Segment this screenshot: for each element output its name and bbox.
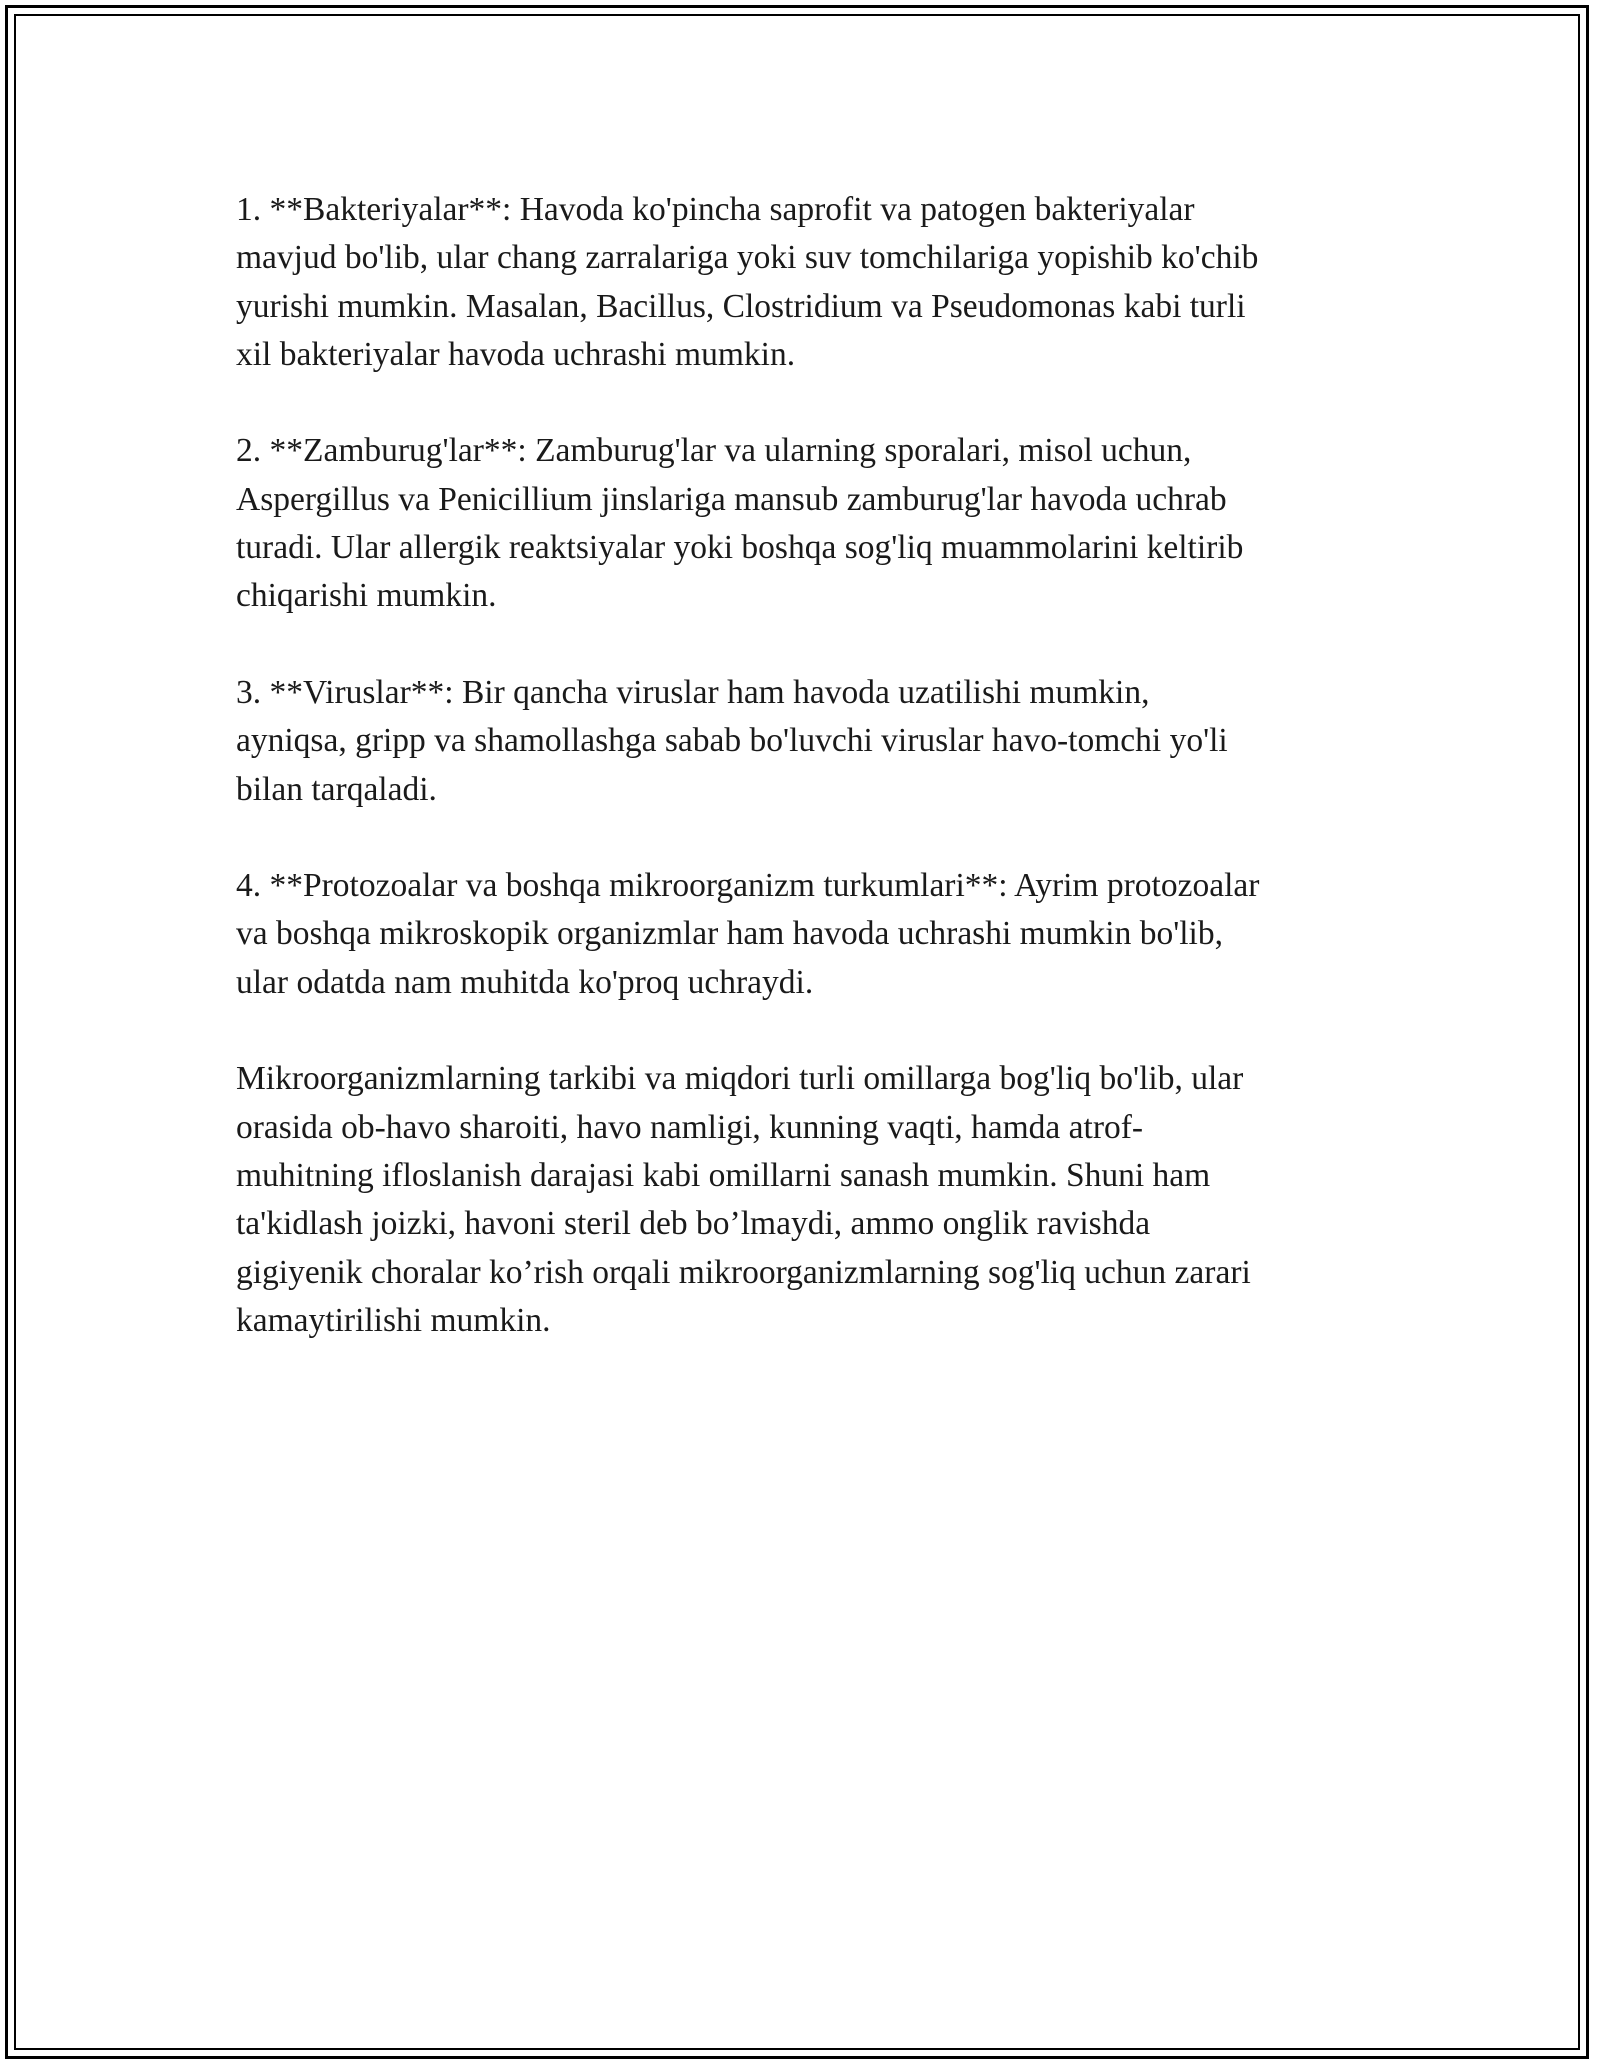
paragraph-conclusion: Mikroorganizmlarning tarkibi va miqdori turli omillarga bog'liq bo'lib, ular orasida ob-havo sharoiti, havo namligi, kunning vaqti, hamda atrof- muhitning ifloslanish darajasi kabi omillarni sanash mumkin. Shuni ham ta'kidlash joizki, havoni steril deb bo’lmaydi, ammo onglik ravishda gigiyenik choralar ko’rish orqali mikroorganizmlarning sog'liq uchun zarari kamaytirilishi mumkin. (236, 1060, 1251, 1339)
paragraph-bacteria: 1. **Bakteriyalar**: Havoda ko'pincha saprofit va patogen bakteriyalar mavjud bo'lib, ular chang zarralariga yoki suv tomchilariga yopishib ko'chib yurishi mumkin. Masalan, Bacillus, Clostridium va Pseudomonas kabi turli xil bakteriyalar havoda uchrashi mumkin. (236, 191, 1259, 373)
document-body (236, 186, 1386, 1393)
paragraph-protozoa: 4. **Protozoalar va boshqa mikroorganizm turkumlari**: Ayrim protozoalar va boshqa mikroskopik organizmlar ham havoda uchrashi mumkin bo'lib, ular odatda nam muhitda ko'proq uchraydi. (236, 867, 1260, 1001)
paragraph-viruses: 3. **Viruslar**: Bir qancha viruslar ham havoda uzatilishi mumkin, ayniqsa, gripp va shamollashga sabab bo'luvchi viruslar havo-tomchi yo'li bilan tarqaladi. (236, 673, 1228, 808)
paragraph-fungi: 2. **Zamburug'lar**: Zamburug'lar va ularning sporalari, misol uchun, Aspergillus va Penicillium jinslariga mansub zamburug'lar havoda uchrab turadi. Ular allergik reaktsiyalar yoki boshqa sog'liq muammolarini keltirib chiqarishi mumkin. (236, 432, 1244, 615)
